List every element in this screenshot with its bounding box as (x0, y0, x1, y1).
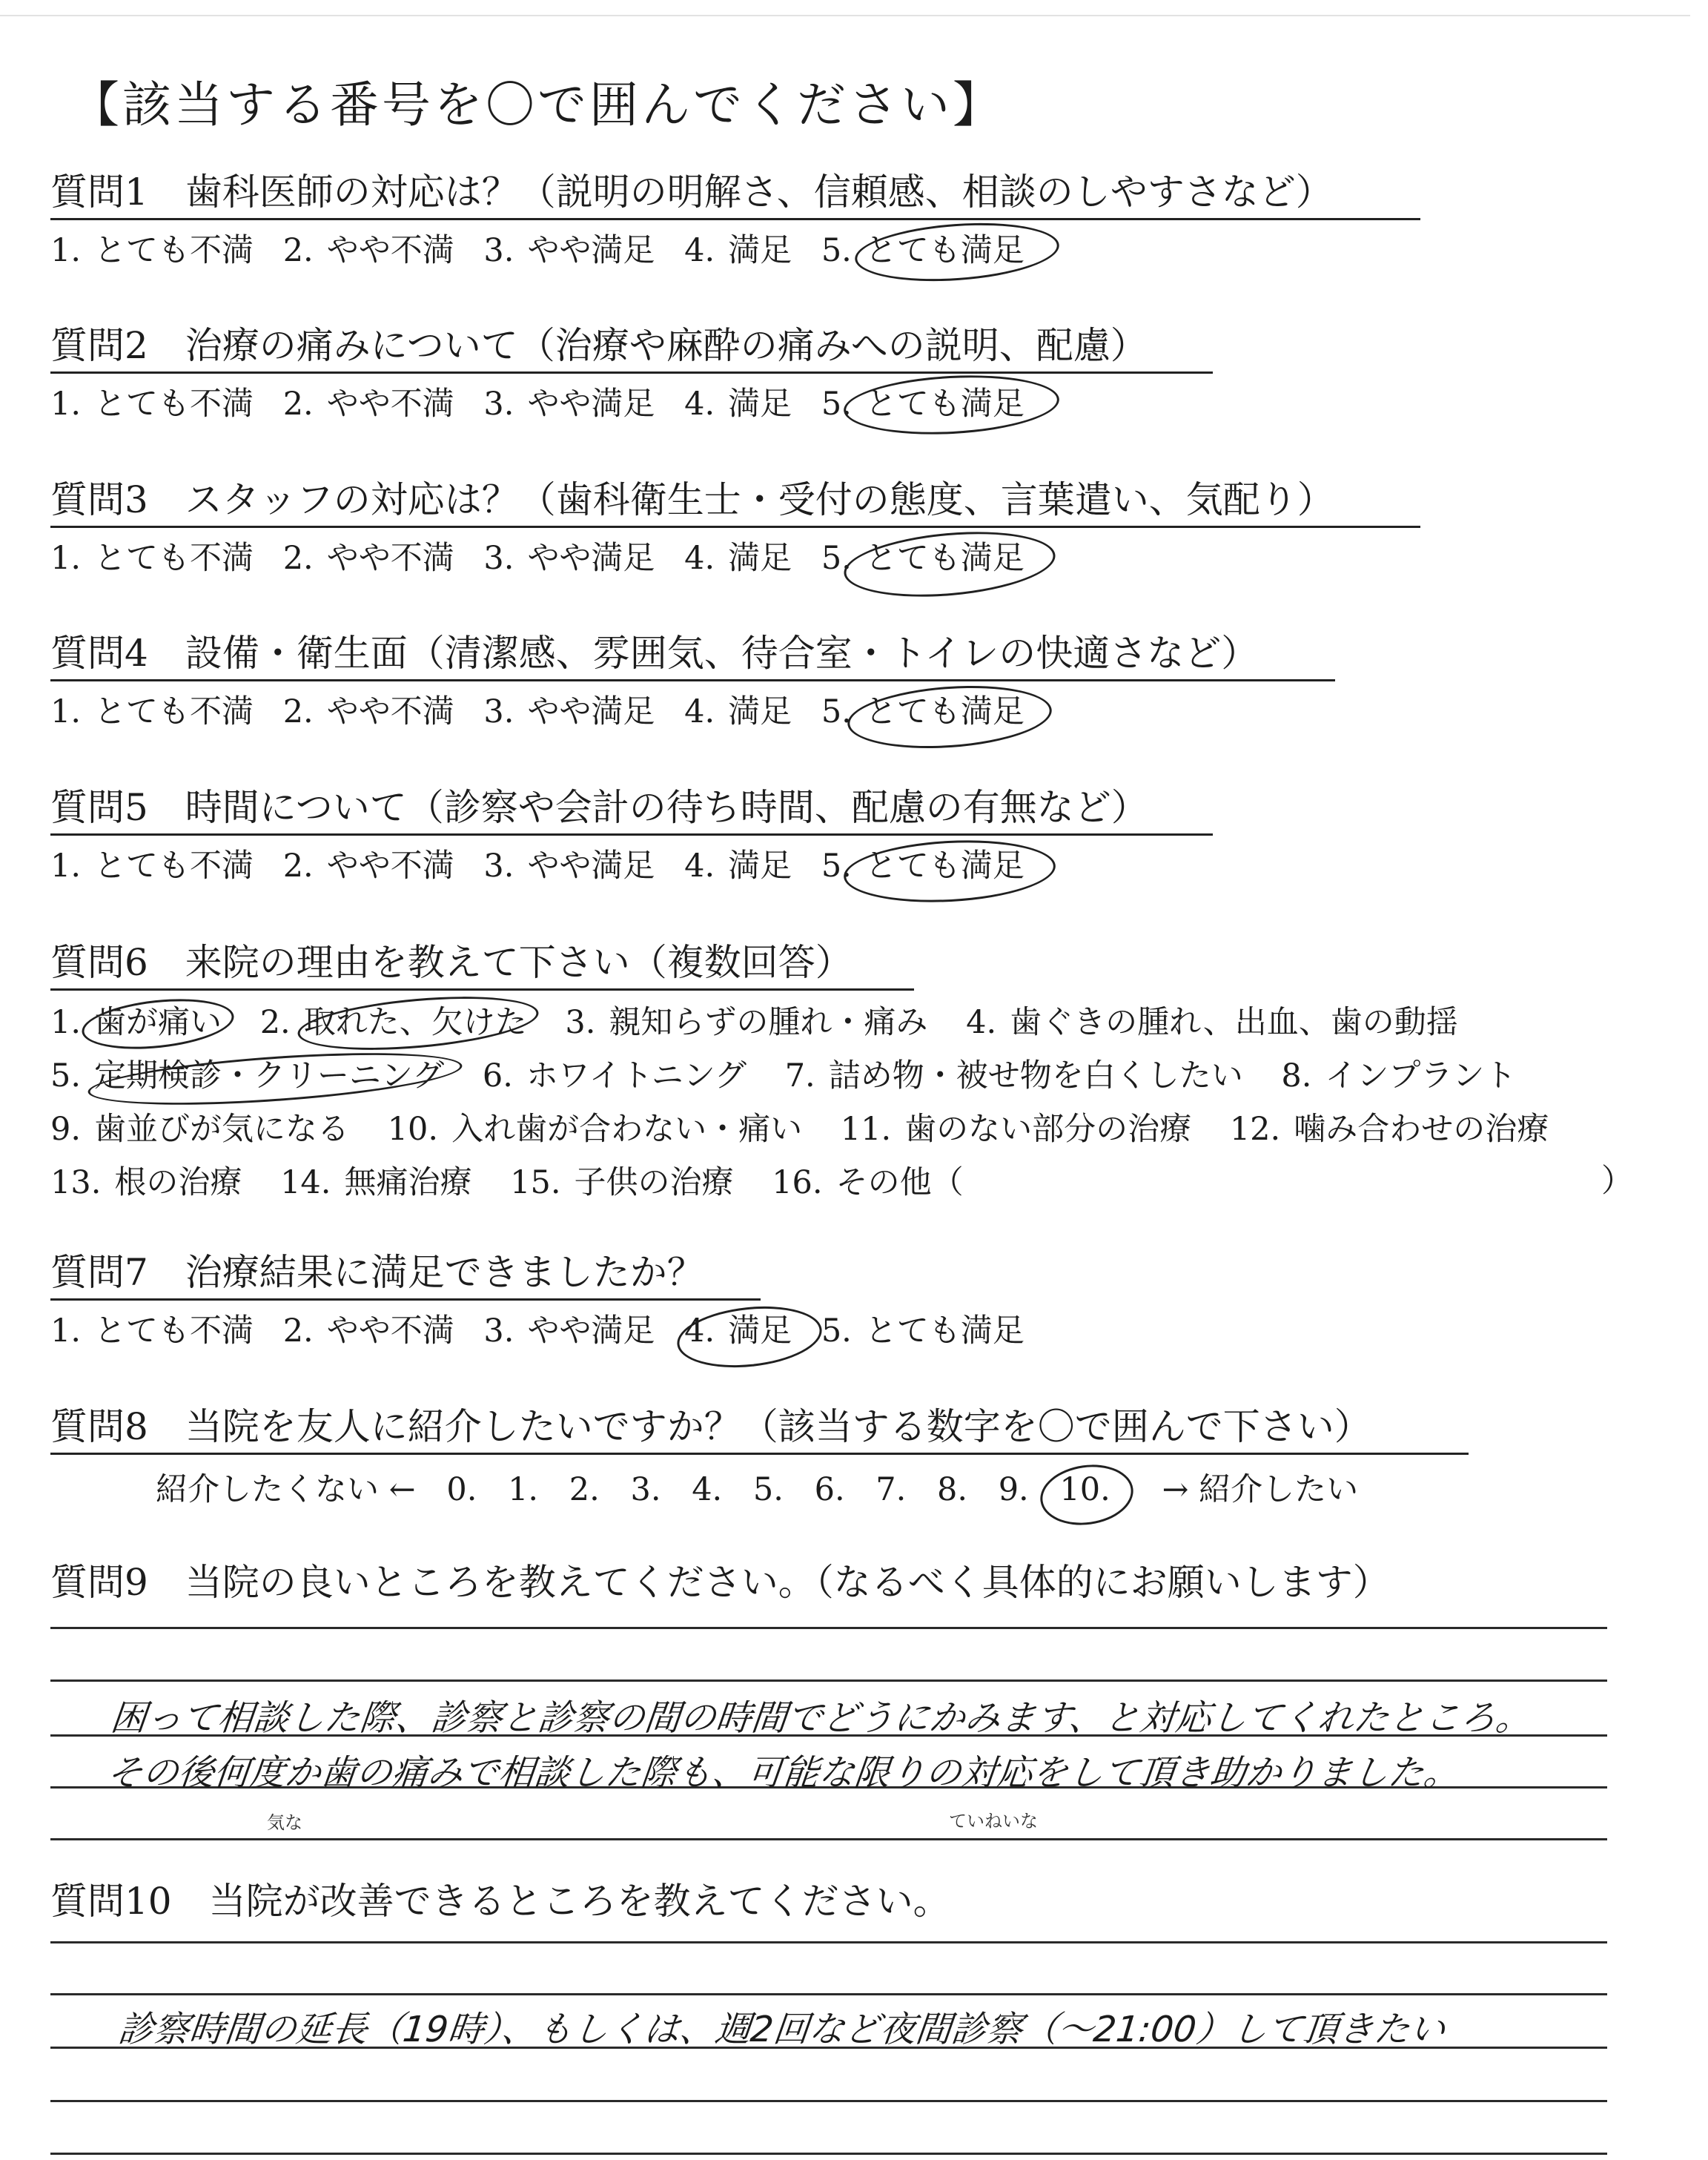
option-3[interactable]: 3. やや満足 (483, 1312, 655, 1350)
reason-15[interactable]: 15. 子供の治療 (510, 1164, 734, 1201)
handwritten-answer: 診察時間の延長（19時）、もしくは、週2回など夜間診察（〜21:00）して頂きたい (116, 2009, 1448, 2050)
option-3[interactable]: 3. やや満足 (483, 848, 655, 885)
option-1[interactable]: 1. とても不満 (50, 1312, 254, 1350)
option-1[interactable]: 1. とても不満 (50, 693, 254, 730)
option-3[interactable]: 3. やや満足 (483, 232, 655, 269)
scale-10-selected[interactable]: 10. (1059, 1471, 1131, 1508)
rating-options (50, 538, 1044, 579)
question-title: 質問7 治療結果に満足できましたか？ (50, 1251, 704, 1294)
question-underline (50, 371, 1213, 374)
scale-1[interactable]: 1. (508, 1471, 539, 1508)
reason-6[interactable]: 6. ホワイトニング (482, 1057, 747, 1094)
reason-row (50, 1103, 1577, 1156)
answer-line (50, 1680, 1607, 1682)
reason-options (50, 996, 1577, 1209)
reason-8[interactable]: 8. インプラント (1281, 1057, 1517, 1094)
question-underline (50, 526, 1420, 528)
question-title: 質問3 スタッフの対応は？（歯科衛生士・受付の態度、言葉遣い、気配り） (50, 478, 1334, 521)
scale-4[interactable]: 4. (692, 1471, 723, 1508)
option-2[interactable]: 2. やや不満 (282, 232, 454, 269)
scale-3[interactable]: 3. (630, 1471, 661, 1508)
scale-0[interactable]: 0. (446, 1471, 477, 1508)
reason-row (50, 1049, 1577, 1103)
reason-2-selected[interactable]: 2. 取れた、欠けた (260, 996, 527, 1049)
page-title: 【該当する番号を〇で囲んでください】 (70, 76, 1004, 133)
option-3[interactable]: 3. やや満足 (483, 386, 655, 423)
option-1[interactable]: 1. とても不満 (50, 386, 254, 423)
question-title: 質問6 来院の理由を教えて下さい（複数回答） (50, 941, 853, 984)
answer-line (50, 1627, 1607, 1629)
option-5-selected[interactable]: 5. とても満足 (821, 383, 1025, 425)
option-2[interactable]: 2. やや不満 (282, 386, 454, 423)
option-4[interactable]: 4. 満足 (684, 540, 792, 577)
answer-line (50, 1993, 1607, 1995)
reason-7[interactable]: 7. 詰め物・被せ物を白くしたい (784, 1057, 1243, 1094)
scale-8[interactable]: 8. (937, 1471, 968, 1508)
question-underline (50, 988, 914, 991)
question-title: 質問2 治療の痛みについて（治療や麻酔の痛みへの説明、配慮） (50, 324, 1148, 367)
rating-options (50, 845, 1044, 887)
option-2[interactable]: 2. やや不満 (282, 848, 454, 885)
rating-options (50, 691, 1044, 733)
question-title: 質問1 歯科医師の対応は？（説明の明解さ、信頼感、相談のしやすさなど） (50, 171, 1333, 214)
option-5-selected[interactable]: 5. とても満足 (821, 538, 1025, 579)
top-rule (0, 15, 1690, 16)
scale-2[interactable]: 2. (569, 1471, 600, 1508)
question-title: 質問9 当院の良いところを教えてください。（なるべく具体的にお願いします） (50, 1561, 1390, 1604)
question-underline (50, 679, 1335, 681)
reason-1-selected[interactable]: 1. 歯が痛い (50, 996, 222, 1049)
question-title: 質問4 設備・衛生面（清潔感、雰囲気、待合室・トイレの快適さなど） (50, 632, 1259, 675)
question-title: 質問8 当院を友人に紹介したいですか？（該当する数字を〇で囲んで下さい） (50, 1405, 1371, 1448)
answer-line (50, 2100, 1607, 2102)
reason-16[interactable]: 16. その他（ (772, 1164, 964, 1201)
scale-6[interactable]: 6. (814, 1471, 845, 1508)
reason-row (50, 1156, 1577, 1209)
question-underline (50, 1453, 1469, 1455)
scale-right-label: → 紹介したい (1162, 1471, 1359, 1508)
handwritten-note: ていねいな (949, 1811, 1038, 1832)
option-5-selected[interactable]: 5. とても満足 (821, 845, 1025, 887)
handwritten-answer: その後何度か歯の痛みで相談した際も、可能な限りの対応をして頂き助かりました。 (105, 1752, 1462, 1794)
scale-left-label: 紹介したくない ← (156, 1471, 416, 1508)
rating-options (50, 383, 1044, 425)
option-5[interactable]: 5. とても満足 (821, 1312, 1025, 1350)
option-2[interactable]: 2. やや不満 (282, 540, 454, 577)
scale-7[interactable]: 7. (875, 1471, 907, 1508)
rating-options (50, 1310, 1044, 1352)
handwritten-answer: 困って相談した際、診察と診察の間の時間でどうにかみます、と対応してくれたところ。 (108, 1697, 1534, 1739)
reason-5-selected[interactable]: 5. 定期検診・クリーニング (50, 1049, 444, 1103)
reason-14[interactable]: 14. 無痛治療 (280, 1164, 472, 1201)
option-4-selected[interactable]: 4. 満足 (684, 1310, 792, 1352)
reason-row (50, 996, 1577, 1049)
option-4[interactable]: 4. 満足 (684, 232, 792, 269)
option-3[interactable]: 3. やや満足 (483, 693, 655, 730)
question-underline (50, 1298, 761, 1301)
reason-10[interactable]: 10. 入れ歯が合わない・痛い (387, 1111, 803, 1148)
reason-13[interactable]: 13. 根の治療 (50, 1164, 242, 1201)
scale-9[interactable]: 9. (998, 1471, 1029, 1508)
answer-line (50, 1838, 1607, 1840)
scale-5[interactable]: 5. (752, 1471, 784, 1508)
option-5-selected[interactable]: 5. とても満足 (821, 691, 1025, 733)
option-2[interactable]: 2. やや不満 (282, 693, 454, 730)
option-3[interactable]: 3. やや満足 (483, 540, 655, 577)
option-1[interactable]: 1. とても不満 (50, 540, 254, 577)
other-close-paren: ） (1601, 1163, 1633, 1200)
reason-9[interactable]: 9. 歯並びが気になる (50, 1111, 350, 1148)
reason-11[interactable]: 11. 歯のない部分の治療 (840, 1111, 1192, 1148)
reason-12[interactable]: 12. 噛み合わせの治療 (1229, 1111, 1549, 1148)
option-4[interactable]: 4. 満足 (684, 386, 792, 423)
question-underline (50, 218, 1420, 220)
option-5-selected[interactable]: 5. とても満足 (821, 230, 1025, 271)
option-1[interactable]: 1. とても不満 (50, 848, 254, 885)
option-4[interactable]: 4. 満足 (684, 848, 792, 885)
recommend-scale (156, 1464, 1379, 1510)
question-title: 質問5 時間について（診察や会計の待ち時間、配慮の有無など） (50, 786, 1148, 829)
reason-3[interactable]: 3. 親知らずの腫れ・痛み (565, 1004, 928, 1041)
question-title: 質問10 当院が改善できるところを教えてください。 (50, 1880, 950, 1923)
rating-options (50, 230, 1044, 271)
answer-line (50, 1941, 1607, 1943)
option-1[interactable]: 1. とても不満 (50, 232, 254, 269)
reason-4[interactable]: 4. 歯ぐきの腫れ、出血、歯の動揺 (966, 1004, 1458, 1041)
answer-line (50, 2153, 1607, 2155)
question-underline (50, 833, 1213, 836)
option-2[interactable]: 2. やや不満 (282, 1312, 454, 1350)
handwritten-note: 気な (267, 1812, 302, 1833)
option-4[interactable]: 4. 満足 (684, 693, 792, 730)
